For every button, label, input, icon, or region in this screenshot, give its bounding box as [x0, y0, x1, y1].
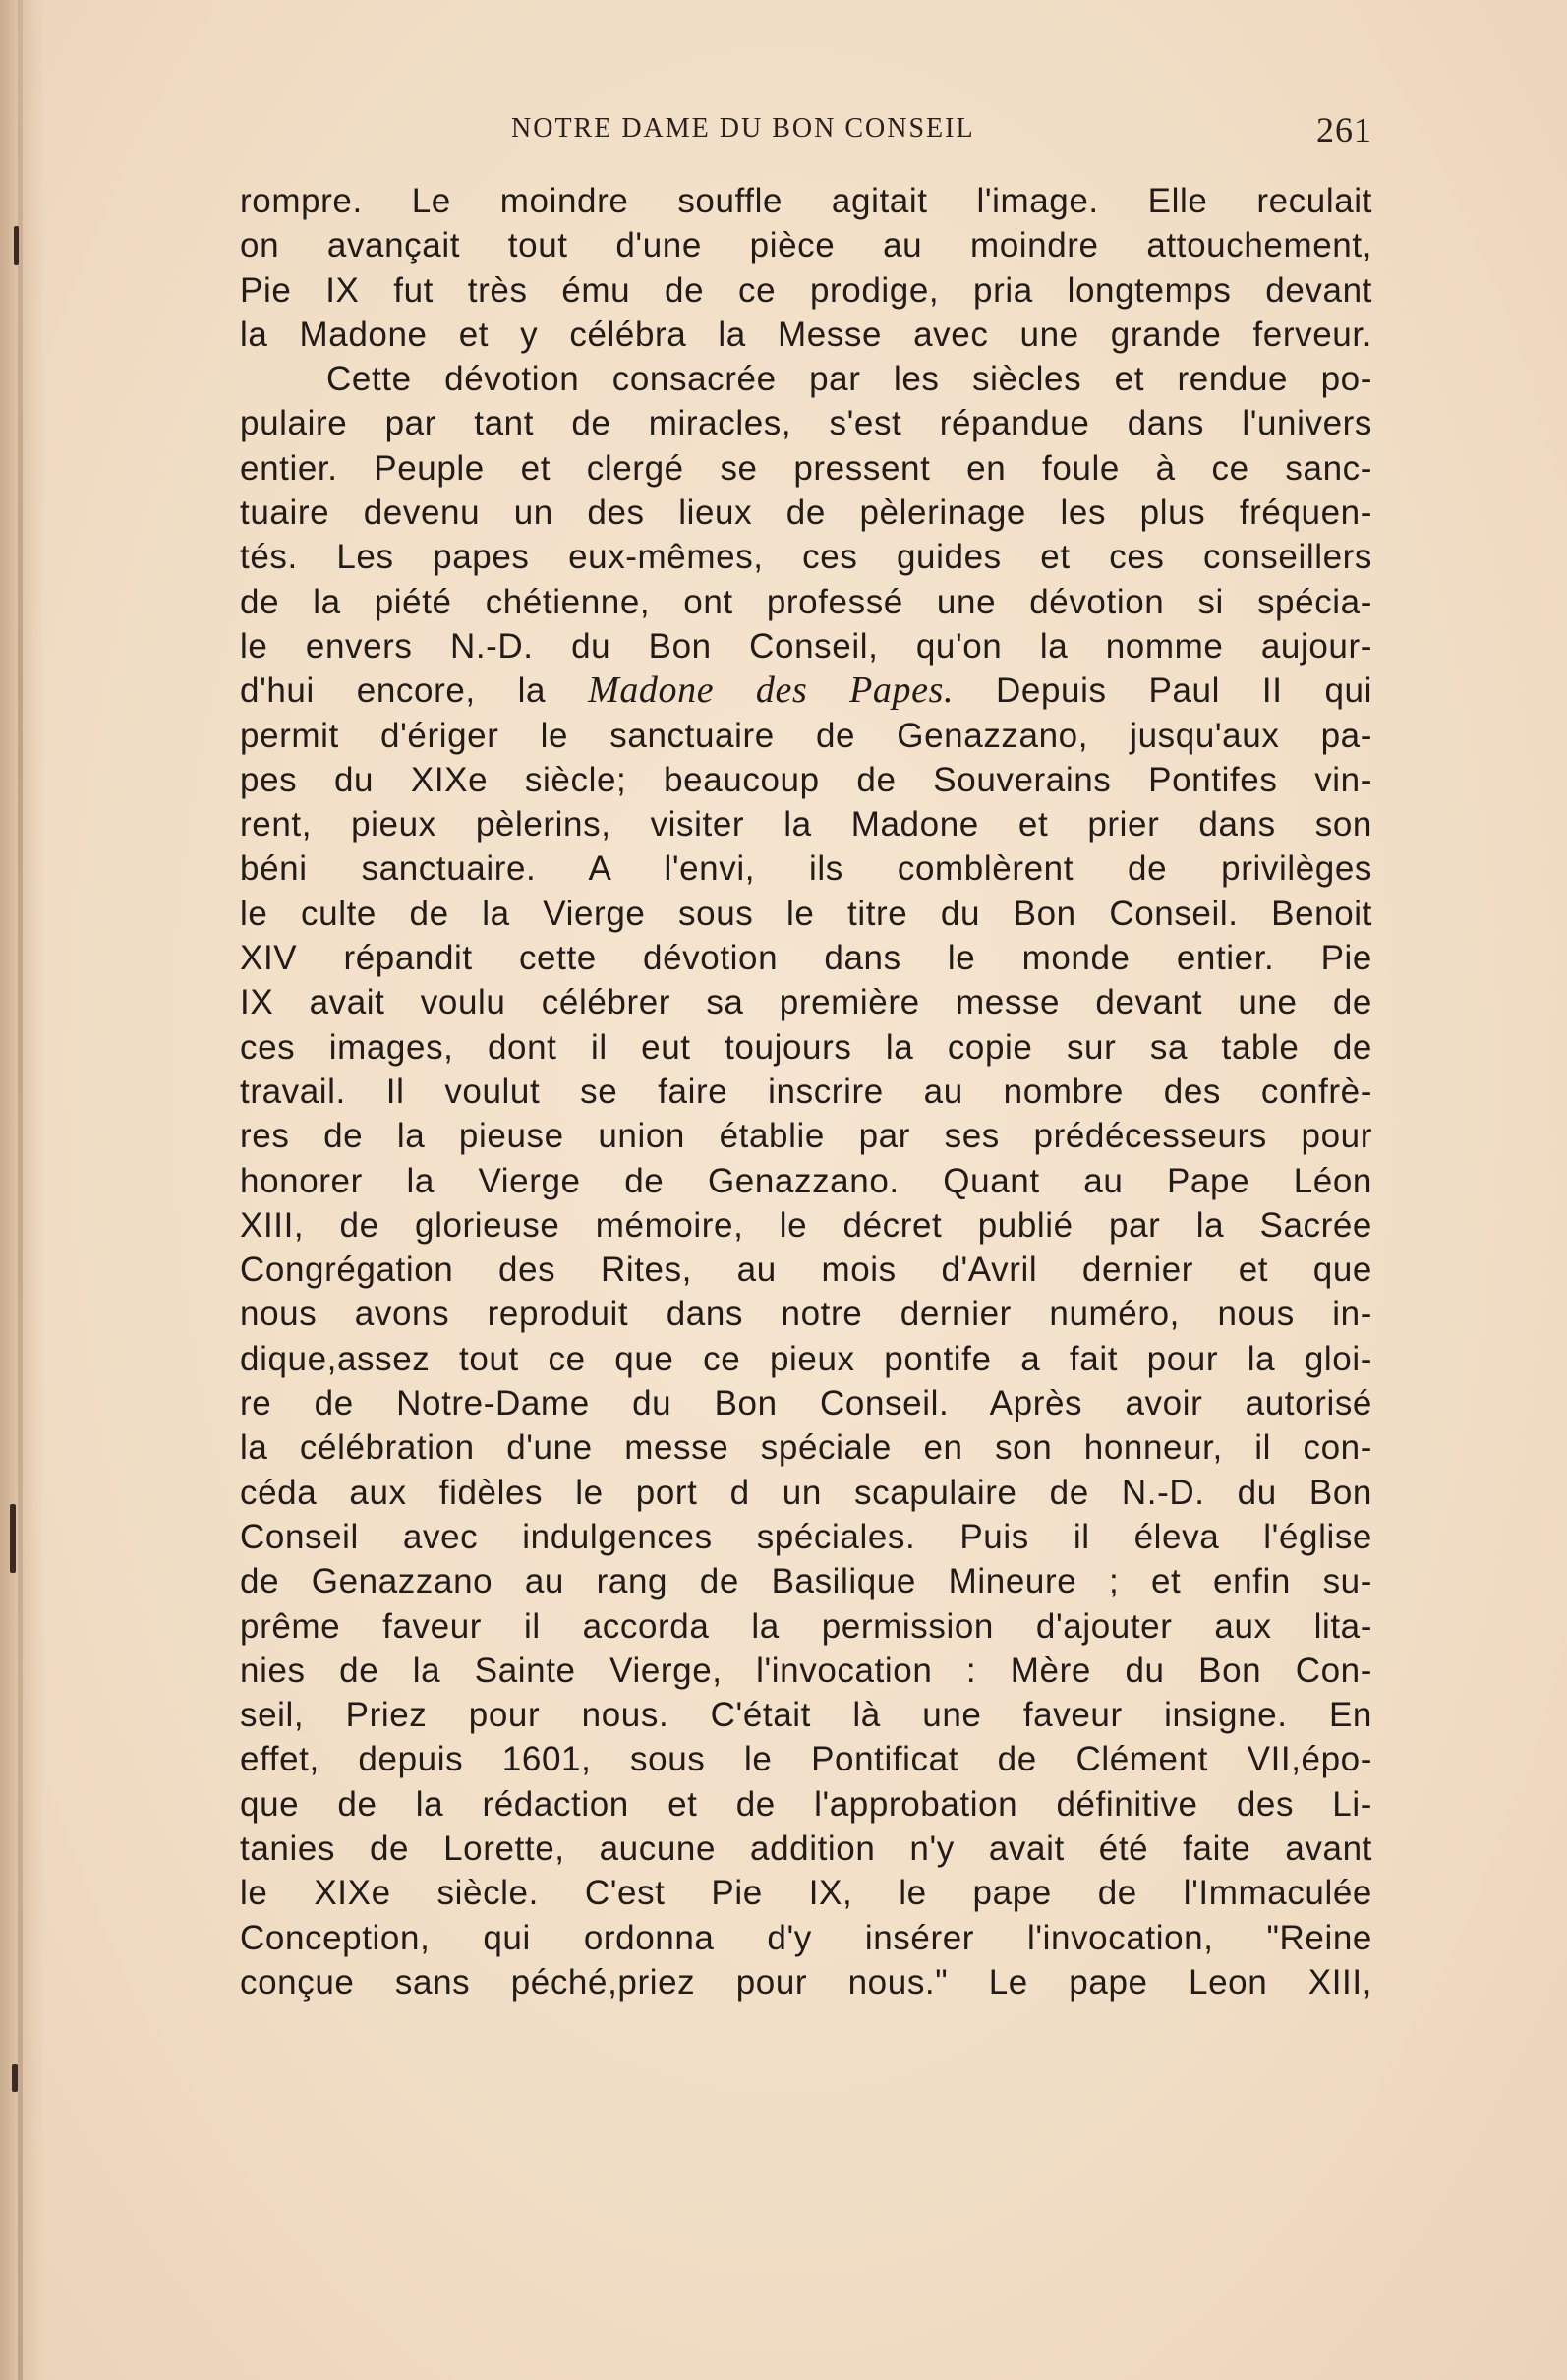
- text-line: Pie IX fut très ému de ce prodige, pria longtemps devant: [240, 270, 1372, 310]
- spine-shadow: [0, 0, 45, 2380]
- text-line: rompre. Le moindre souffle agitait l'image. Elle reculait: [240, 182, 1372, 220]
- text-line-with-italic: [240, 668, 1372, 713]
- body-text: [240, 179, 1372, 2004]
- text-line: dique,assez tout ce que ce pieux pontife a fait pour la gloi-: [240, 1339, 1372, 1378]
- text-line: que de la rédaction et de l'approbation définitive des Li-: [240, 1784, 1372, 1824]
- text-line: ces images, dont il eut toujours la copie sur sa table de: [240, 1027, 1372, 1067]
- text-line: de Genazzano au rang de Basilique Mineure ; et enfin su-: [240, 1562, 1372, 1601]
- text-line: seil, Priez pour nous. C'était là une faveur insigne. En: [240, 1696, 1372, 1735]
- text-line: de la piété chétienne, ont professé une dévotion si spécia-: [240, 582, 1372, 621]
- text-line: re de Notre-Dame du Bon Conseil. Après avoir autorisé: [240, 1384, 1372, 1423]
- text-line: le culte de la Vierge sous le titre du Bon Conseil. Benoit: [240, 894, 1372, 933]
- text-line: travail. Il voulut se faire inscrire au nombre des confrè-: [240, 1072, 1372, 1111]
- margin-mark: [12, 2064, 18, 2092]
- text-line: prême faveur il accorda la permission d'ajouter aux lita-: [240, 1606, 1372, 1646]
- text-line: rent, pieux pèlerins, visiter la Madone et prier dans son: [240, 805, 1372, 844]
- text-line: le XIXe siècle. C'est Pie IX, le pape de l'Immaculée: [240, 1874, 1372, 1913]
- text-line: nous avons reproduit dans notre dernier numéro, nous in-: [240, 1295, 1372, 1334]
- text-line: pulaire par tant de miracles, s'est répandue dans l'univers: [240, 404, 1372, 443]
- text-line: conçue sans péché,priez pour nous." Le pape Leon XIII,: [240, 1962, 1372, 2002]
- text-line: permit d'ériger le sanctuaire de Genazzano, jusqu'aux pa-: [240, 716, 1372, 755]
- text-segment: d'hui encore, la: [240, 671, 547, 711]
- text-line: entier. Peuple et clergé se pressent en foule à ce sanc-: [240, 448, 1372, 488]
- text-line: XIII, de glorieuse mémoire, le décret publié par la Sacrée: [240, 1205, 1372, 1245]
- text-line: tanies de Lorette, aucune addition n'y avait été faite avant: [240, 1829, 1372, 1868]
- text-line: XIV répandit cette dévotion dans le monde entier. Pie: [240, 939, 1372, 978]
- text-line: pes du XIXe siècle; beaucoup de Souverains Pontifes vin-: [240, 760, 1372, 799]
- text-line: le envers N.-D. du Bon Conseil, qu'on la nomme aujour-: [240, 626, 1372, 666]
- margin-mark: [14, 226, 19, 265]
- text-line: céda aux fidèles le port d un scapulaire de N.-D. du Bon: [240, 1473, 1372, 1512]
- page-header: [242, 110, 1372, 152]
- text-line: honorer la Vierge de Genazzano. Quant au Pape Léon: [240, 1161, 1372, 1200]
- text-segment: Depuis Paul II qui: [996, 671, 1372, 711]
- text-line: nies de la Sainte Vierge, l'invocation : Mère du Bon Con-: [240, 1651, 1372, 1690]
- page-number: 261: [1316, 110, 1372, 149]
- paragraph-start-line: Cette dévotion consacrée par les siècles et rendue po-: [326, 360, 1372, 399]
- text-line: on avançait tout d'une pièce au moindre attouchement,: [240, 226, 1372, 265]
- text-line: tés. Les papes eux-mêmes, ces guides et ces conseillers: [240, 538, 1372, 577]
- spine-edge: [18, 0, 23, 2380]
- text-line: la Madone et y célébra la Messe avec une grande ferveur.: [240, 315, 1372, 354]
- text-line: Congrégation des Rites, au mois d'Avril dernier et que: [240, 1250, 1372, 1290]
- text-line: Conseil avec indulgences spéciales. Puis il éleva l'église: [240, 1517, 1372, 1556]
- text-line: la célébration d'une messe spéciale en son honneur, il con-: [240, 1428, 1372, 1468]
- text-line: IX avait voulu célébrer sa première messe devant une de: [240, 983, 1372, 1022]
- margin-mark: [10, 1504, 16, 1573]
- text-line: effet, depuis 1601, sous le Pontificat de Clément VII,épo-: [240, 1740, 1372, 1779]
- running-title: NOTRE DAME DU BON CONSEIL: [511, 113, 975, 144]
- text-line: tuaire devenu un des lieux de pèlerinage les plus fréquen-: [240, 493, 1372, 533]
- italic-title: Madone des Papes.: [588, 669, 955, 712]
- text-line: res de la pieuse union établie par ses prédécesseurs pour: [240, 1117, 1372, 1156]
- text-line: béni sanctuaire. A l'envi, ils comblèrent de privilèges: [240, 849, 1372, 889]
- text-line: Conception, qui ordonna d'y insérer l'invocation, "Reine: [240, 1918, 1372, 1957]
